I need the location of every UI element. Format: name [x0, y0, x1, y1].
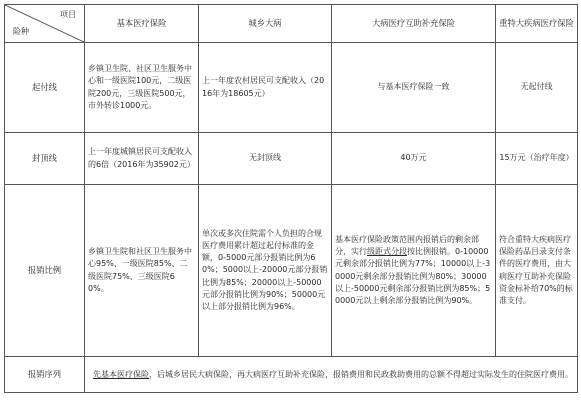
mutual-text-a: 基本医疗保险政策范围内报销后的剩余部分，实行: [335, 235, 479, 257]
cell-fengding-basic: 上一年度城镇居民可支配收入的6倍（2016年为35902元）: [85, 133, 199, 185]
cell-baoxiao-mutual: [332, 185, 496, 357]
row-qifu: [5, 43, 578, 133]
cell-baoxiao-serious: 符合重特大疾病医疗保险药品目录支付条件的医疗费用，由大病医疗互助补充保险资金标补给70%的标准支付。: [496, 185, 578, 357]
cell-xulie-text: [85, 357, 578, 393]
label-xulie: 报销序列: [5, 357, 85, 393]
insurance-table: [4, 4, 578, 393]
cell-baoxiao-basic: 乡镇卫生院和社区卫生服务中心95%、一级医院85%、二级医院75%、三级医院60%。: [85, 185, 199, 357]
cell-fengding-serious: 15万元（治疗年度）: [496, 133, 578, 185]
cell-qifu-urban-rural: 上一年度农村居民可支配收入（2016年为18605元）: [199, 43, 332, 133]
header-serious-disease: 重特大疾病医疗保险: [496, 5, 578, 43]
mutual-underlined-text: 级距式分段: [367, 247, 407, 257]
label-baoxiao: 报销比例: [5, 185, 85, 357]
cell-baoxiao-urban-rural: 单次或多次住院需个人负担的合规医疗费用累计超过起付标准的金额，0-5000元部分报销比例为60%；5000以上-20000元部分报销比例为85%；20000以上-50000元部分报销比例为90%；50000元以上部分报销比例为96%。: [199, 185, 332, 357]
header-basic-insurance: 基本医疗保险: [85, 5, 199, 43]
label-fengding: 封顶线: [5, 133, 85, 185]
row-xulie: [5, 357, 578, 393]
mutual-text-b: 按比例报销。0-10000元剩余部分报销比例为77%；10000以上-30000元剩余部分报销比例为80%；30000以上-50000元剩余部分报销比例为85%；50000元以上剩余部分报销比例为90%。: [335, 247, 491, 305]
row-fengding: [5, 133, 578, 185]
cell-fengding-urban-rural: 无封顶线: [199, 133, 332, 185]
cell-qifu-serious: 无起付线: [496, 43, 578, 133]
header-urban-rural: 城乡大病: [199, 5, 332, 43]
header-corner-bottom: 险种: [13, 26, 29, 36]
xulie-underlined-text: 先基本医疗保险: [93, 369, 149, 379]
cell-fengding-mutual: 40万元: [332, 133, 496, 185]
row-baoxiao: [5, 185, 578, 357]
cell-qifu-basic: 乡镇卫生院、社区卫生服务中心和一级医院100元，二级医院200元，三级医院500元，市外转诊1000元。: [85, 43, 199, 133]
cell-qifu-mutual: 与基本医疗保险一致: [332, 43, 496, 133]
xulie-text: ，后城乡居民大病保险，再大病医疗互助补充保险，报销费用和民政救助费用的总额不得超过实际发生的住院医疗费用。: [149, 369, 573, 379]
header-corner-cell: [5, 5, 85, 43]
label-qifu: 起付线: [5, 43, 85, 133]
header-corner-top: 项目: [60, 10, 76, 19]
header-mutual-supplement: 大病医疗互助补充保险: [332, 5, 496, 43]
header-row: [5, 5, 578, 43]
